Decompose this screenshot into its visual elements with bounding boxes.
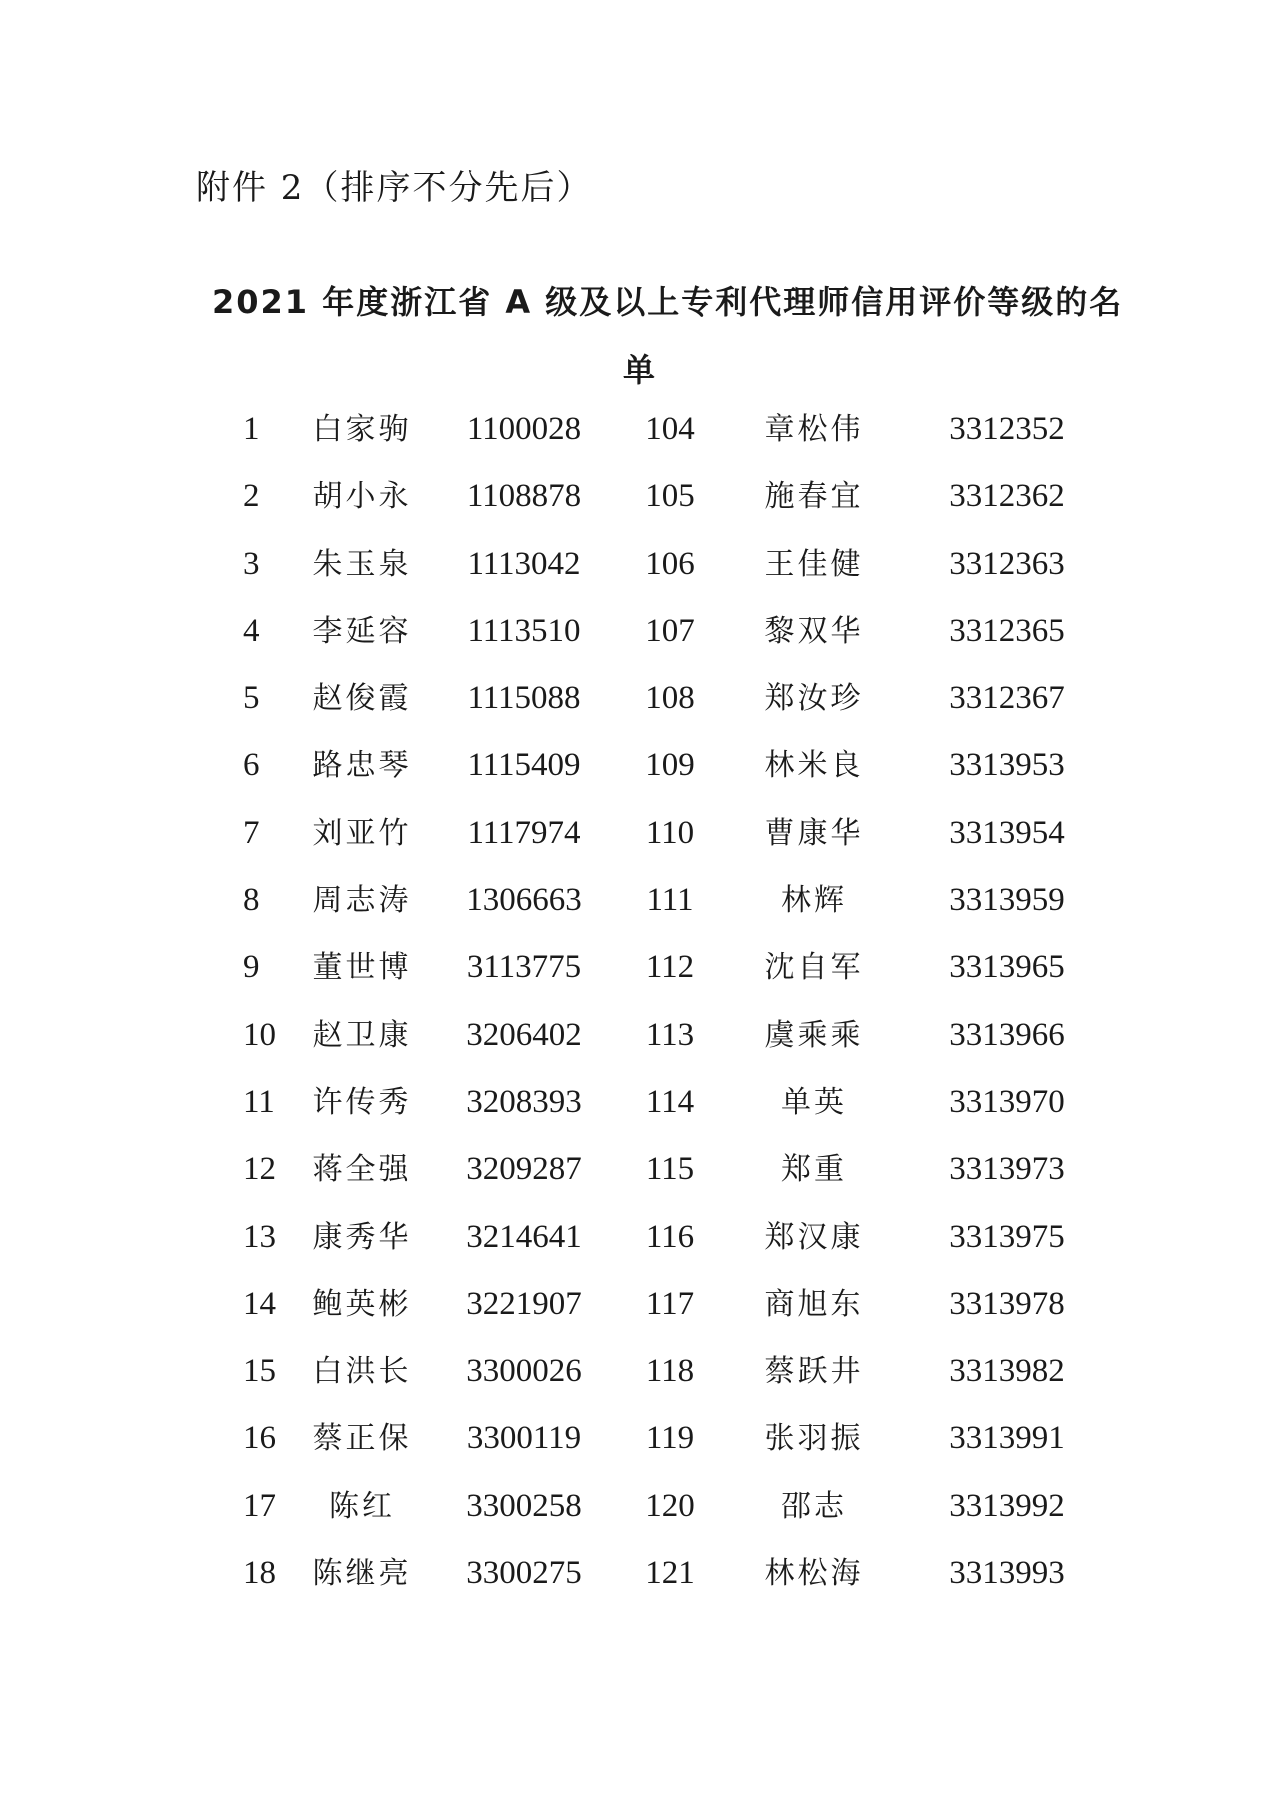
roster-table — [0, 396, 1280, 1607]
agent-code-left: 3113775 — [466, 949, 582, 986]
agent-code-left: 1100028 — [466, 411, 582, 447]
serial-number-right: 106 — [645, 545, 695, 582]
table-row: 16 蔡正保 3300119 119 张羽振 3313991 — [0, 1405, 1280, 1472]
agent-name-left: 胡小永 — [312, 479, 412, 515]
agent-name-left: 李延容 — [312, 613, 412, 649]
agent-name-left: 赵俊霞 — [312, 681, 412, 717]
attachment-label: 附件 2（排序不分先后） — [196, 168, 593, 208]
table-row: 11 许传秀 3208393 114 单英 3313970 — [0, 1069, 1280, 1136]
agent-name-left: 白洪长 — [312, 1354, 412, 1390]
serial-number-right: 104 — [645, 411, 695, 447]
agent-name-right: 张羽振 — [764, 1421, 864, 1457]
agent-name-right: 黎双华 — [764, 613, 864, 649]
agent-code-left: 3206402 — [466, 1016, 582, 1053]
title-line-1: 2021 年度浙江省 A 级及以上专利代理师信用评价等级的名 — [212, 283, 1124, 321]
agent-code-right: 3313965 — [949, 949, 1065, 986]
serial-number-right: 119 — [645, 1420, 695, 1457]
serial-number-right: 121 — [645, 1555, 695, 1592]
serial-number-right: 114 — [645, 1083, 695, 1120]
agent-name-right: 单英 — [781, 1084, 847, 1120]
agent-code-right: 3313991 — [949, 1420, 1065, 1457]
agent-code-left: 3300119 — [466, 1420, 582, 1457]
agent-name-left: 路忠琴 — [312, 748, 412, 784]
agent-code-right: 3313970 — [949, 1083, 1065, 1120]
table-row: 18 陈继亮 3300275 121 林松海 3313993 — [0, 1540, 1280, 1607]
agent-code-right: 3313959 — [949, 882, 1065, 919]
agent-name-left: 蔡正保 — [312, 1421, 412, 1457]
serial-number-right: 112 — [645, 949, 695, 986]
agent-code-right: 3313953 — [949, 747, 1065, 784]
agent-name-right: 虞乘乘 — [764, 1017, 864, 1053]
agent-code-left: 3208393 — [466, 1083, 582, 1120]
agent-name-right: 沈自军 — [764, 950, 864, 986]
table-row: 13 康秀华 3214641 116 郑汉康 3313975 — [0, 1204, 1280, 1271]
agent-code-left: 1306663 — [466, 882, 582, 919]
agent-code-left: 3209287 — [466, 1151, 582, 1188]
agent-code-left: 1117974 — [467, 814, 581, 851]
agent-code-left: 3300275 — [466, 1555, 582, 1592]
serial-number-right: 108 — [645, 680, 695, 717]
agent-name-right: 林米良 — [764, 748, 864, 784]
agent-code-left: 1115409 — [467, 747, 581, 784]
agent-name-right: 林松海 — [764, 1556, 864, 1592]
agent-name-right: 郑重 — [781, 1152, 847, 1188]
agent-name-left: 许传秀 — [312, 1084, 412, 1120]
agent-name-right: 林辉 — [781, 883, 847, 919]
agent-code-right: 3313954 — [949, 814, 1065, 851]
table-row: 17 陈红 3300258 120 邵志 3313992 — [0, 1473, 1280, 1540]
serial-number-right: 110 — [645, 814, 695, 851]
agent-name-right: 曹康华 — [764, 815, 864, 851]
agent-name-right: 郑汉康 — [764, 1219, 864, 1255]
agent-name-left: 朱玉泉 — [312, 546, 412, 582]
serial-number-right: 115 — [645, 1151, 695, 1188]
serial-number-right: 107 — [645, 612, 695, 649]
agent-code-right: 3313973 — [949, 1151, 1065, 1188]
table-row: 12 蒋全强 3209287 115 郑重 3313973 — [0, 1136, 1280, 1203]
agent-code-right: 3312363 — [949, 545, 1065, 582]
serial-number-right: 120 — [645, 1487, 695, 1524]
serial-number-right: 116 — [645, 1218, 695, 1255]
table-row: 7 刘亚竹 1117974 110 曹康华 3313954 — [0, 800, 1280, 867]
agent-code-left: 1113042 — [467, 545, 581, 582]
agent-name-left: 陈继亮 — [312, 1556, 412, 1592]
agent-code-left: 1113510 — [467, 612, 581, 649]
agent-code-right: 3312362 — [949, 478, 1065, 515]
table-row: 5 赵俊霞 1115088 108 郑汝珍 3312367 — [0, 665, 1280, 732]
serial-number-right: 117 — [645, 1285, 695, 1322]
agent-code-left: 3214641 — [466, 1218, 582, 1255]
agent-code-right: 3312352 — [949, 411, 1065, 447]
agent-code-left: 3300258 — [466, 1487, 582, 1524]
agent-code-right: 3313975 — [949, 1218, 1065, 1255]
table-row: 9 董世博 3113775 112 沈自军 3313965 — [0, 934, 1280, 1001]
agent-name-left: 康秀华 — [312, 1219, 412, 1255]
serial-number-right: 113 — [645, 1016, 695, 1053]
title-line-2: 单 — [622, 351, 657, 389]
table-row: 6 路忠琴 1115409 109 林米良 3313953 — [0, 732, 1280, 799]
table-row: 3 朱玉泉 1113042 106 王佳健 3312363 — [0, 531, 1280, 598]
agent-code-left: 3221907 — [466, 1285, 582, 1322]
agent-code-right: 3313978 — [949, 1285, 1065, 1322]
table-row: 8 周志涛 1306663 111 林辉 3313959 — [0, 867, 1280, 934]
serial-number-right: 109 — [645, 747, 695, 784]
agent-name-right: 章松伟 — [764, 412, 864, 447]
table-row: 4 李延容 1113510 107 黎双华 3312365 — [0, 598, 1280, 665]
table-row: 14 鲍英彬 3221907 117 商旭东 3313978 — [0, 1271, 1280, 1338]
agent-name-right: 邵志 — [781, 1488, 847, 1524]
agent-name-right: 王佳健 — [764, 546, 864, 582]
agent-name-left: 蒋全强 — [312, 1152, 412, 1188]
document-title — [212, 268, 1124, 404]
agent-code-left: 1108878 — [466, 478, 582, 515]
serial-number-right: 118 — [645, 1353, 695, 1390]
agent-code-left: 1115088 — [467, 680, 581, 717]
serial-number-right: 105 — [645, 478, 695, 515]
table-row: 15 白洪长 3300026 118 蔡跃井 3313982 — [0, 1338, 1280, 1405]
table-row: 1 白家驹 1100028 104 章松伟 3312352 — [0, 396, 1280, 463]
agent-name-left: 陈红 — [329, 1488, 395, 1524]
agent-code-right: 3312367 — [949, 680, 1065, 717]
agent-code-right: 3313992 — [949, 1487, 1065, 1524]
agent-name-left: 刘亚竹 — [312, 815, 412, 851]
agent-name-right: 蔡跃井 — [764, 1354, 864, 1390]
agent-name-right: 商旭东 — [764, 1286, 864, 1322]
agent-name-left: 白家驹 — [312, 412, 412, 447]
agent-name-right: 郑汝珍 — [764, 681, 864, 717]
serial-number-right: 111 — [646, 882, 694, 919]
agent-code-right: 3312365 — [949, 612, 1065, 649]
agent-name-left: 周志涛 — [312, 883, 412, 919]
agent-name-left: 赵卫康 — [312, 1017, 412, 1053]
agent-code-right: 3313966 — [949, 1016, 1065, 1053]
agent-name-right: 施春宜 — [764, 479, 864, 515]
agent-name-left: 董世博 — [312, 950, 412, 986]
agent-code-right: 3313993 — [949, 1555, 1065, 1592]
agent-code-left: 3300026 — [466, 1353, 582, 1390]
table-row: 10 赵卫康 3206402 113 虞乘乘 3313966 — [0, 1002, 1280, 1069]
agent-name-left: 鲍英彬 — [312, 1286, 412, 1322]
table-row: 2 胡小永 1108878 105 施春宜 3312362 — [0, 463, 1280, 530]
agent-code-right: 3313982 — [949, 1353, 1065, 1390]
